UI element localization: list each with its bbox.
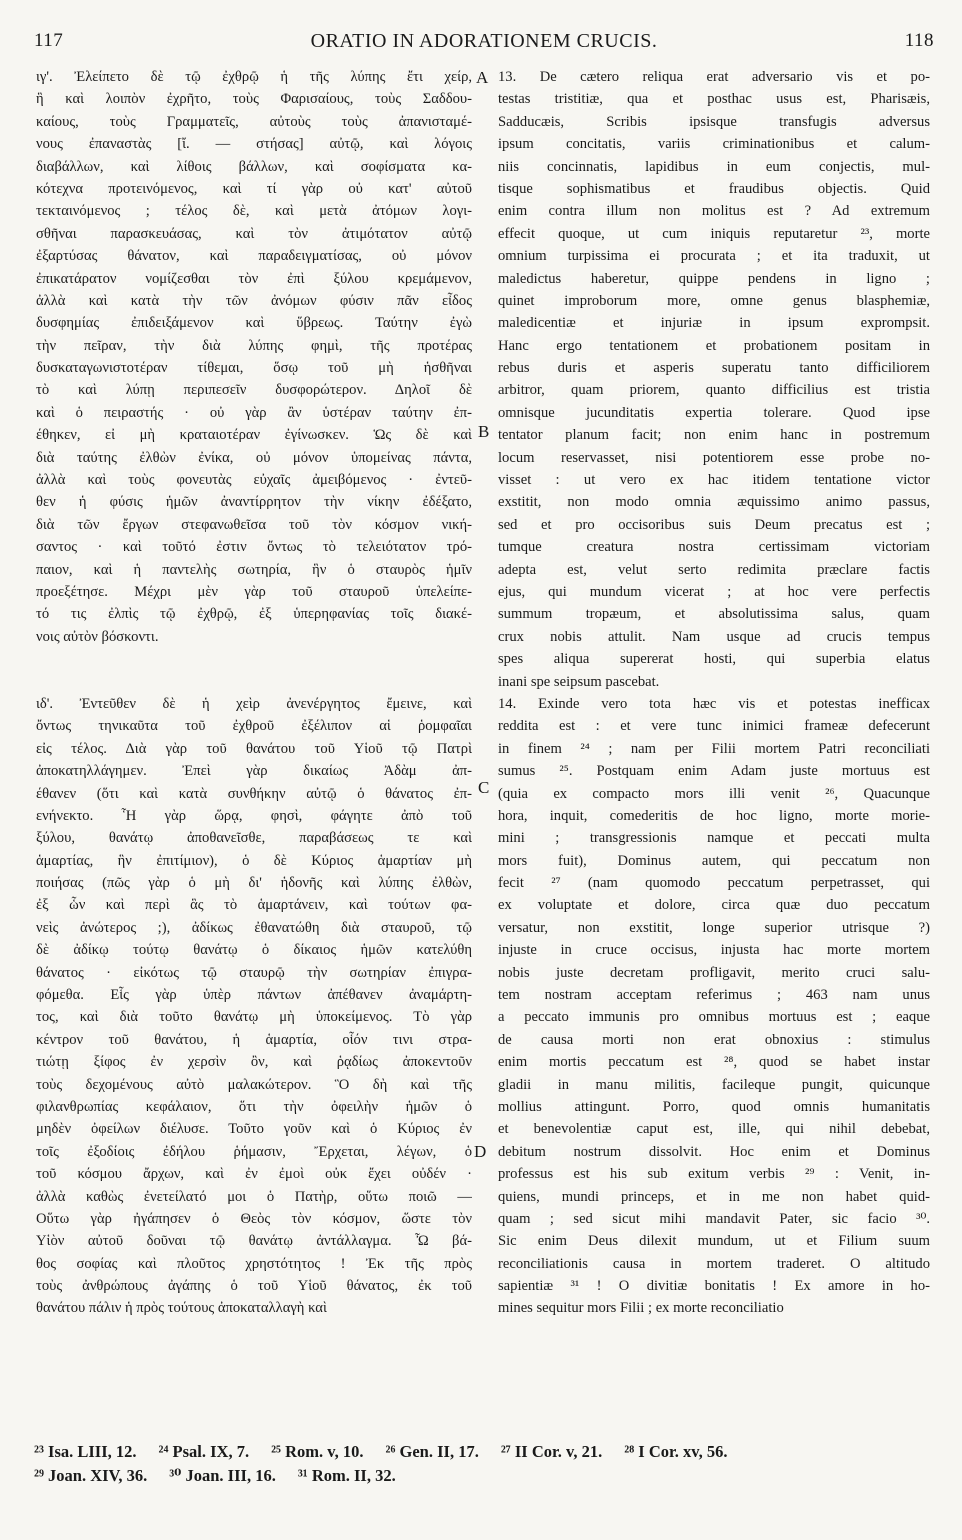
latin-text-line: ipsum concitatis, variis criminationibus et calum-	[498, 136, 930, 153]
latin-text-line: sumus ²⁵. Postquam enim Adam juste mortuus est	[498, 763, 930, 780]
latin-text-line: crux nobis attulit. Nam usque ad crucis tempus	[498, 628, 930, 645]
latin-text-line: sed et pro occisoribus suis Deum precatus est ;	[498, 516, 930, 533]
latin-text-line: omnisque jucunditatis expertia tolerare. Quod ipse	[498, 404, 930, 421]
greek-text-line: έθανεν (ὅτι καὶ κατὰ συνθήκην αὐτῷ ὁ θάνατος ἐπ-	[36, 785, 472, 802]
footnote-ref: ²³ Isa. LIII, 12.	[34, 1442, 137, 1461]
greek-text-line: ἀποκατηλλάγημεν. Ἐπεὶ γὰρ δικαίως Ἀδὰμ ἀπ-	[36, 763, 472, 780]
greek-text-line: νους ἐπαναστὰς [ἴ. — στήσας] αὐτῷ, καὶ λόγοις	[36, 136, 472, 153]
latin-text-line: maledicentiæ et injuriæ in ipsum exprompsit.	[498, 315, 930, 332]
greek-text-line: τος, καὶ διὰ τοῦτο θανάτῳ μὴ ὑποκείμενος. Τὸ γὰρ	[36, 1009, 472, 1026]
footnote-ref: ³⁰ Joan. III, 16.	[169, 1466, 276, 1485]
greek-text-line: τὸ καὶ λύπῃ περιπεσεῖν δυσφορώτερον. Δηλοῖ δὲ	[36, 382, 472, 399]
latin-text-line: Sadducæis, Scribis ipsisque transfugis adversus	[498, 113, 930, 130]
latin-text-line: nobis juste decretam profligavit, merito cruci salu-	[498, 964, 930, 981]
greek-text-line: ἣ καὶ λοιπὸν ἐχρῆτο, τοὺς Φαρισαίους, τοὺς Σαδδου-	[36, 91, 472, 108]
paragraph-gap	[36, 671, 472, 693]
greek-text-line: ιγ'. Ἐλείπετο δὲ τῷ ἐχθρῷ ἡ τῆς λύπης ἔτι χείρ,	[36, 69, 472, 85]
greek-text-line: ποιήσας (πῶς γὰρ ὁ μὴ δι' ἡδονῆς καὶ λύπης ἐλθὼν,	[36, 875, 472, 892]
footnote-ref: ²⁵ Rom. v, 10.	[271, 1442, 364, 1461]
latin-text-line: enim mortis peccatum est ²⁸, quod se habet instar	[498, 1054, 930, 1071]
greek-text-line: ἐπικατάρατον νομίζεσθαι τὸν ἐπὶ ξύλου κρεμάμενον,	[36, 270, 472, 287]
greek-text-line: τό τις ἐλπὶς τῷ ἐχθρῷ, ἐξ ὑπερηφανίας τοῖς διακέ-	[36, 606, 472, 623]
footnote-ref: ²⁸ I Cor. xv, 56.	[624, 1442, 728, 1461]
greek-text-line: νοις αὐτὸν βόσκοντι.	[36, 628, 159, 645]
latin-text-line: tentator planum facit; non enim hanc in postremum	[498, 427, 930, 444]
greek-text-line: ἐξ ὧν καὶ περὶ ἃς τὸ ἁμαρτάνειν, καὶ τούτων φα-	[36, 897, 472, 914]
greek-text-line: ἀλλὰ καὶ τοὺς φονευτὰς εὐχαῖς ἀμειβόμενος · ἐντεῦ-	[36, 472, 472, 489]
page-number-left: 117	[34, 30, 64, 51]
latin-text-line: hora, inquit, comederitis de hoc ligno, morte morie-	[498, 807, 930, 824]
greek-text-line: διαβάλλων, καὶ λίθοις βάλλων, καὶ σοφίσματα κα-	[36, 158, 472, 175]
greek-text-line: τοῦ κόσμου ἄρχων, καὶ ἐν ἐμοὶ οὐκ ἔχει οὐδέν ·	[36, 1166, 472, 1183]
latin-text-line: niis concinnatis, lapidibus in eum conjectis, mul-	[498, 158, 930, 175]
latin-text-line: fecit ²⁷ (nam quomodo peccatum perpetrasset, qui	[498, 875, 930, 892]
latin-text-line: in finem ²⁴ ; nam per Filii mortem Patri reconciliati	[498, 740, 930, 757]
latin-text-line: tumque creatura nostra certissimam victoriam	[498, 539, 930, 556]
latin-text-line: arbitror, quam priorem, quanto difficilius est tristia	[498, 382, 930, 399]
greek-text-line: δυσφημίας ἐπιδειξάμενον καὶ ὕβρεως. Ταύτην ἐγὼ	[36, 315, 472, 332]
footnote-ref: ²⁶ Gen. II, 17.	[385, 1442, 479, 1461]
latin-text-line: tem nostram acceptam referimus ; 463 nam unus	[498, 987, 930, 1004]
greek-text-line: τοὺς ἀνθρώπους ἀγάπης ὁ τοῦ Υἱοῦ θάνατος, ἐκ τοῦ	[36, 1278, 472, 1295]
greek-text-line: ἁμαρτίας, ἣν ἐπιτίμιον), ὁ δὲ Κύριος ἁμαρτίαν μὴ	[36, 852, 472, 869]
footnotes	[34, 1440, 934, 1488]
greek-text-line: Υἱὸν αὐτοῦ δοῦναι τῷ θανάτῳ ἀντάλλαγμα. Ὦ βά-	[36, 1233, 472, 1250]
greek-text-line: τοὺς δεχομένους αὐτὸ μαλακώτερον. Ὃ δὴ καὶ τῆς	[36, 1076, 472, 1093]
greek-text-line: θος σοφίας καὶ πλοῦτος χρηστότητος ! Ἐκ τῆς πρὸς	[36, 1255, 472, 1272]
page-number-right: 118	[904, 30, 934, 51]
footnote-line	[34, 1440, 934, 1464]
latin-text-line: gladii in manu militis, facileque pungit, quicunque	[498, 1076, 930, 1093]
greek-text-line: έθηκεν, εἰ μὴ κραταιοτέραν ἐγίνωσκεν. Ὡς δὲ καὶ	[36, 427, 472, 444]
greek-text-line: κότεχνα προτεινόμενος, καὶ τί γὰρ οὐ κατ' αὐτοῦ	[36, 180, 472, 197]
latin-text-line: Sic enim Deus dilexit mundum, ut et Filium suum	[498, 1233, 930, 1250]
latin-text-line: inani spe seipsum pascebat.	[498, 673, 660, 690]
latin-text-line: injuste in cruce occisus, injusta hac morte mortem	[498, 942, 930, 959]
latin-text-line: reddita est : et vere tunc inimici frameæ defecerunt	[498, 718, 930, 735]
latin-text-line: 13. De cætero reliqua erat adversario vis et po-	[498, 69, 930, 85]
latin-text-line: ejus, qui mundum vicerat ; at hoc vere perfectis	[498, 583, 930, 600]
latin-text-line: sapientiæ ³¹ ! O divitiæ bonitatis ! Ex amore in ho-	[498, 1278, 930, 1295]
latin-text-line: debitum nostrum dissolvit. Hoc enim et Dominus	[498, 1143, 930, 1160]
running-header	[34, 30, 934, 60]
latin-text-line: rebus duris et asperis superatu tanto difficiliorem	[498, 360, 930, 377]
margin-letter-a: A	[476, 68, 489, 87]
latin-text-line: (quia ex compacto mors illi venit ²⁶, Quacunque	[498, 785, 930, 802]
footnote-ref: ³¹ Rom. II, 32.	[297, 1466, 396, 1485]
footnote-ref: ²⁴ Psal. IX, 7.	[158, 1442, 250, 1461]
margin-letter-c: C	[478, 778, 490, 797]
greek-text-line: φόμεθα. Εἷς γὰρ ὑπὲρ πάντων ἀπέθανεν ἀναμάρτη-	[36, 987, 472, 1004]
greek-text-line: ξύλου, θανάτῳ ἀποθανεῖσθε, παραβάσεως τε καὶ	[36, 830, 472, 847]
greek-text-line: εἰς τέλος. Διὰ γὰρ τοῦ θανάτου τοῦ Υἱοῦ τῷ Πατρὶ	[36, 740, 472, 757]
greek-text-line: σαντος · καὶ τοῦτό ἐστιν ὄντως τὸ τελειότατον τρό-	[36, 539, 472, 556]
latin-column	[498, 66, 930, 1320]
latin-text-line: quam ; sed sicut mihi mandavit Pater, sic facio ³⁰.	[498, 1210, 930, 1227]
latin-text-line: et benevolentiæ caput est, ille, qui nihil debebat,	[498, 1121, 930, 1138]
latin-text-line: exstitit, non modo omnia æquissimo animo passus,	[498, 494, 930, 511]
greek-text-line: ὄντως τηνικαῦτα τοῦ ἐχθροῦ ἐξέλιπον αἱ ῥομφαῖαι	[36, 718, 472, 735]
greek-text-line: θανάτου πάλιν ἡ πρὸς τούτους ἀποκαταλλαγὴ καὶ	[36, 1300, 327, 1317]
latin-text-line: de causa morti non erat obnoxius : stimulus	[498, 1031, 930, 1048]
greek-text-line: ενήνεκτο. Ἧ γὰρ ὥρᾳ, φησὶ, φάγητε ἀπὸ τοῦ	[36, 807, 472, 824]
margin-letter-d: D	[474, 1142, 487, 1161]
latin-text-line: ex voluptate et dolore, circa quæ duo peccatum	[498, 897, 930, 914]
greek-text-line: διὰ ταύτης ἐλθὼν ἐνίκα, οὐ μόνον ὑπομείνας πάντα,	[36, 449, 472, 466]
greek-text-line: τὴν πεῖραν, τὴν διὰ λύπης φημὶ, τῆς προτέρας	[36, 337, 472, 354]
footnote-line	[34, 1464, 934, 1488]
latin-text-line: adepta est, velut serto redimita præclare factis	[498, 561, 930, 578]
greek-text-line: κέντρον τοῦ θανάτου, ἡ ἁμαρτία, οἷόν τινι στρα-	[36, 1031, 472, 1048]
greek-text-line: ἐξαρτύσας θάνατον, καὶ παραδειγματίσας, οὐ μόνον	[36, 248, 472, 265]
latin-text-line: a peccato immunis pro omnibus mortuus est ; eaque	[498, 1009, 930, 1026]
latin-text-line: Hanc ergo tentationem et probationem positam in	[498, 337, 930, 354]
greek-text-line: καίους, τοὺς Γραμματεῖς, αὐτοὺς τοὺς ἀπανισταμέ-	[36, 113, 472, 130]
greek-text-line: διὰ τῶν ἔργων στεφανωθεῖσα τοῦ τὸν κόσμον νική-	[36, 516, 472, 533]
footnote-ref: ²⁷ II Cor. v, 21.	[500, 1442, 603, 1461]
latin-text-line: quinet improborum more, omne genus blasphemiæ,	[498, 292, 930, 309]
greek-text-line: προεξέτησε. Μέχρι μὲν γὰρ τοῦ σταυροῦ ὑπελείπε-	[36, 583, 472, 600]
greek-text-line: δυσκαταγωνιστοτέραν τίθεμαι, ὅσῳ τοῦ μὴ ἡσθῆναι	[36, 360, 472, 377]
greek-text-line: ιδ'. Ἐντεῦθεν δὲ ἡ χεὶρ ἀνενέργητος ἔμεινε, καὶ	[36, 695, 472, 712]
greek-text-line: θεν ἡ φύσις ἡμῶν ἀναντίρρητον τὴν νίκην ἐδέξατο,	[36, 494, 472, 511]
latin-text-line: mollius attingunt. Porro, quod omnis humanitatis	[498, 1098, 930, 1115]
latin-text-line: mors fuit), Dominus autem, qui peccatum non	[498, 852, 930, 869]
greek-text-line: παιον, καὶ ἡ παντελὴς σωτηρία, ἣν ὁ σταυρὸς ἡμῖν	[36, 561, 472, 578]
greek-text-line: δὲ ἀδίκῳ τούτῳ θανάτῳ ὁ δίκαιος ἡμῶν κατελύθη	[36, 942, 472, 959]
greek-text-line: νεὶς ἀνώτερος ;), ἀδίκως ἐθανατώθη διὰ σταυροῦ, τῷ	[36, 919, 472, 936]
greek-text-line: μηδὲν ὀφείλων διέλυσε. Τοῦτο γοῦν καὶ ὁ Κύριος ἐν	[36, 1121, 472, 1138]
greek-column	[36, 66, 472, 1320]
greek-text-line: σθῆναι παρασκευάσας, καὶ τὸν ἀτιμότατον αὐτῷ	[36, 225, 472, 242]
greek-text-line: ἀλλὰ καθὼς ἐνετείλατό μοι ὁ Πατὴρ, οὕτω ποιῶ —	[36, 1188, 472, 1205]
latin-text-line: 14. Exinde vero tota hæc vis et potestas inefficax	[498, 695, 930, 712]
latin-text-line: professus est his sub exitum verbis ²⁹ : Venit, in-	[498, 1166, 930, 1183]
margin-letter-b: B	[478, 422, 490, 441]
footnote-ref: ²⁹ Joan. XIV, 36.	[34, 1466, 148, 1485]
greek-text-line: τιώτῃ ξίφος ἐν χερσὶν ὂν, καὶ ῥᾳδίως ἀποκεντοῦν	[36, 1054, 472, 1071]
latin-text-line: testas tristitiæ, qua et posthac usus est, Pharisæis,	[498, 91, 930, 108]
latin-text-line: tisque sophismatibus et fraudibus objectis. Quid	[498, 180, 930, 197]
latin-text-line: mini ; transgressionis namque et peccati multa	[498, 830, 930, 847]
greek-text-line: θάνατος · εἰκότως τῷ σταυρῷ τὴν σωτηρίαν ἐπιγρα-	[36, 964, 472, 981]
greek-text-line: καὶ ὁ πειραστής · οὐ γὰρ ἂν ὑστέραν ταύτην ἐπ-	[36, 404, 472, 421]
running-title: ORATIO IN ADORATIONEM CRUCIS.	[310, 30, 658, 52]
greek-text-line: Οὕτω γὰρ ἠγάπησεν ὁ Θεὸς τὸν κόσμον, ὥστε τὸν	[36, 1210, 472, 1227]
latin-text-line: locum reservasset, nisi potentiorem esse probe no-	[498, 449, 930, 466]
latin-text-line: mines sequitur mors Filii ; ex morte reconciliatio	[498, 1300, 784, 1317]
latin-text-line: maledictus haberetur, quippe pendens in ligno ;	[498, 270, 930, 287]
greek-text-line: ἀλλὰ καὶ κατὰ τὴν τῶν ἀνόμων φύσιν πᾶν εἶδος	[36, 292, 472, 309]
latin-text-line: enim contra illum non molitus est ? Ad extremum	[498, 203, 930, 220]
latin-text-line: visset : ut vero ex hac itidem tentatione victor	[498, 472, 930, 489]
paragraph-gap	[36, 648, 472, 670]
greek-text-line: φιλανθρωπίας κεφάλαιον, ὅτι τὴν ὀφειλὴν ἡμῶν ὁ	[36, 1098, 472, 1115]
latin-text-line: reconciliationis causa in mortem traderet. O altitudo	[498, 1255, 930, 1272]
latin-text-line: summum tropæum, et absolutissima salus, quam	[498, 606, 930, 623]
greek-text-line: τεκταινόμενος ; τέλος δὲ, καὶ μετὰ ἀτόμων λογι-	[36, 203, 472, 220]
latin-text-line: effecit quoque, ut cum iniquis reputaretur ²³, morte	[498, 225, 930, 242]
greek-text-line: τοῖς ἐξοδίοις ἐδήλου ῥήμασιν, Ἔρχεται, λέγων, ὁ	[36, 1143, 472, 1160]
latin-text-line: quiens, mundi princeps, et in me non habet quid-	[498, 1188, 930, 1205]
latin-text-line: spes aliqua supererat hosti, qui superbia elatus	[498, 651, 930, 668]
latin-text-line: versatur, non exstitit, longe superior utrisque ?)	[498, 919, 930, 936]
latin-text-line: omnium turpissima ei procurata ; et ita traduxit, ut	[498, 248, 930, 265]
